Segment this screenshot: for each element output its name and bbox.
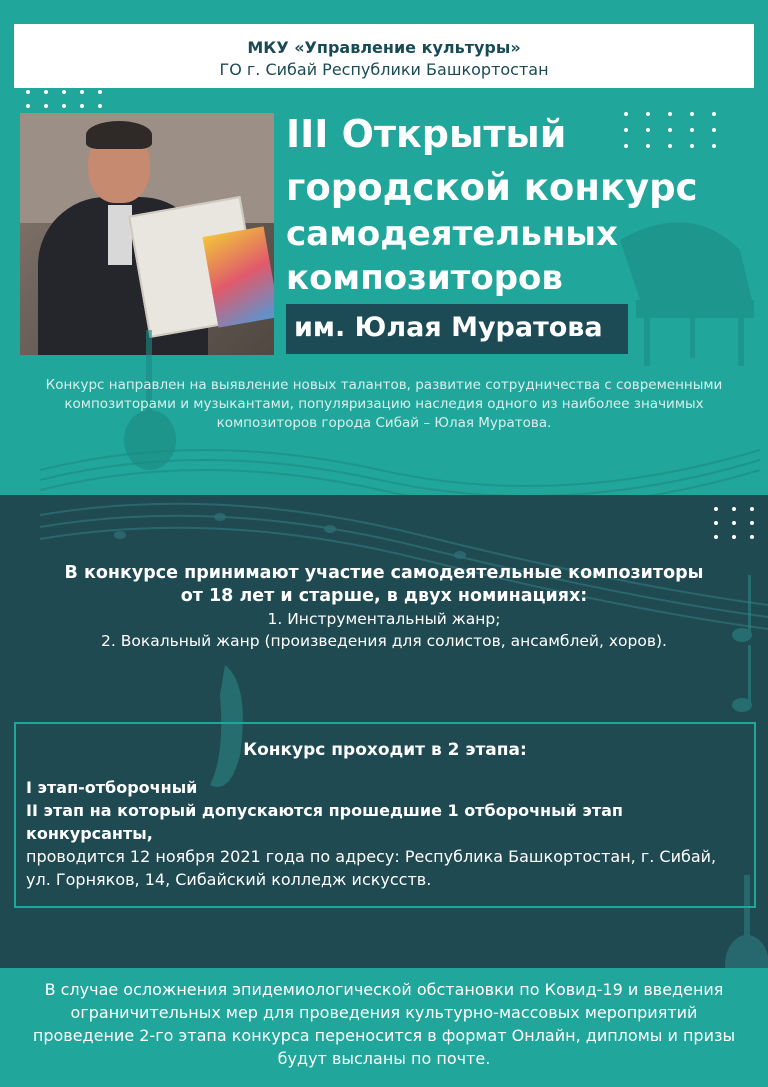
stages-title: Конкурс проходит в 2 этапа:: [243, 740, 527, 760]
stages-body: [26, 776, 726, 891]
header-organization: МКУ «Управление культуры»: [247, 38, 521, 57]
notice-text: В случае осложнения эпидемиологической обстановки по Ковид-19 и введения ограничительных мер для проведения культурно-массовых мероприятий проведение 2-го этапа конкурса переносится в формат Онлайн, дипломы и призы будут высланы по почте.: [32, 980, 736, 1068]
title-line-4: композиторов: [286, 258, 563, 298]
participants-block: [20, 562, 748, 652]
participants-line-2: от 18 лет и старше, в двух номинациях:: [180, 586, 588, 606]
top-section: [0, 0, 768, 495]
intro-text: Конкурс направлен на выявление новых талантов, развитие сотрудничества с современными композиторами и музыкантами, популяризацию наследия одного из наиболее значимых композиторов города Сибай – Юлая Муратова.: [45, 377, 723, 431]
stage-details: проводится 12 ноября 2021 года по адресу: Республика Башкортостан, г. Сибай, ул. Горняков, 14, Сибайский колледж искусств.: [26, 847, 717, 889]
title-line-2: городской конкурс: [286, 166, 698, 209]
composer-name: им. Юлая Муратова: [294, 312, 603, 343]
stages-box: [14, 722, 756, 908]
stage-1: I этап-отборочный: [26, 778, 198, 797]
bottom-section: [0, 968, 768, 1087]
title-line-3: самодеятельных: [286, 214, 618, 254]
stage-2: II этап на который допускаются прошедшие 1 отборочный этап конкурсанты,: [26, 801, 623, 843]
nomination-1: 1. Инструментальный жанр;: [267, 610, 501, 628]
header-location: ГО г. Сибай Республики Башкортостан: [219, 60, 549, 79]
title-line-1: III Открытый: [286, 112, 567, 156]
nomination-2: 2. Вокальный жанр (произведения для солистов, ансамблей, хоров).: [101, 632, 667, 650]
participants-line-1: В конкурсе принимают участие самодеятельные композиторы: [64, 563, 704, 583]
